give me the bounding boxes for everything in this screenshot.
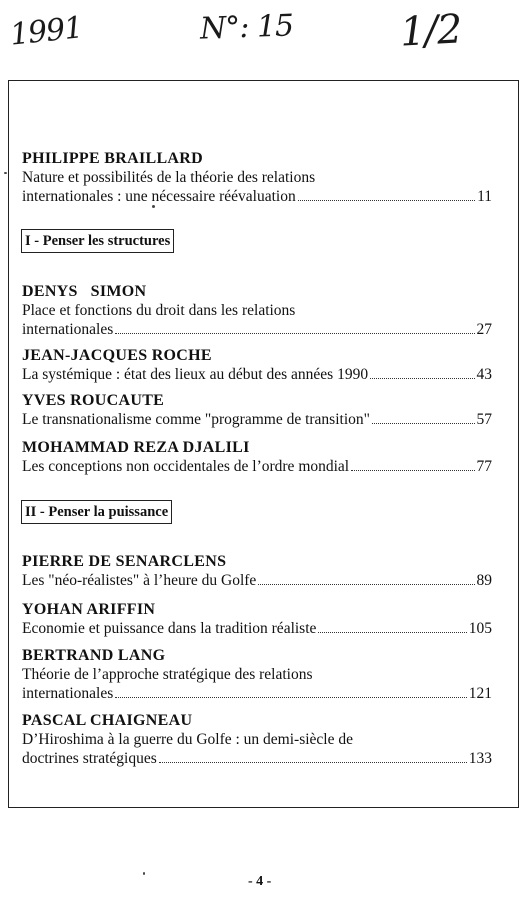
entry-page-number: 57 <box>476 411 492 428</box>
entry-title-line-with-page <box>22 684 492 703</box>
dot-leader <box>258 572 474 585</box>
entry-title-line-with-page <box>22 365 492 384</box>
table-of-contents-frame <box>8 80 519 808</box>
entry-page-number: 11 <box>477 188 492 205</box>
dot-leader <box>115 321 474 334</box>
entry-title-line-with-page <box>22 320 492 339</box>
entry-author: PASCAL CHAIGNEAU <box>22 712 193 729</box>
toc-entry-djalili <box>22 438 492 476</box>
entry-author: PHILIPPE BRAILLARD <box>22 150 203 167</box>
entry-title-text: internationales : une nécessaire réévaluation <box>22 188 296 205</box>
entry-title-line-with-page <box>22 410 492 429</box>
entry-title-line-with-page <box>22 619 492 638</box>
entry-author: JEAN-JACQUES ROCHE <box>22 347 212 364</box>
dot-leader <box>298 188 475 201</box>
page-number: - 4 - <box>248 874 272 889</box>
section-heading-puissance: II - Penser la puissance <box>21 500 172 524</box>
toc-entry-ariffin <box>22 600 492 638</box>
entry-page-number: 77 <box>476 458 492 475</box>
entry-author: PIERRE DE SENARCLENS <box>22 553 227 570</box>
entry-author: DENYS SIMON <box>22 283 147 300</box>
toc-entry-simon <box>22 282 492 339</box>
scan-speck <box>143 872 145 875</box>
entry-author: YVES ROUCAUTE <box>22 392 165 409</box>
toc-entry-senarclens <box>22 552 492 590</box>
entry-title-text: La systémique : état des lieux au début des années 1990 <box>22 366 369 383</box>
entry-page-number: 43 <box>476 366 492 383</box>
entry-title-line-with-page <box>22 749 492 768</box>
entry-title-line: D’Hiroshima à la guerre du Golfe : un demi-siècle de <box>22 731 353 748</box>
toc-entry-braillard <box>22 149 492 206</box>
handwritten-year: 1991 <box>8 10 84 53</box>
handwritten-issue-number: N°: 15 <box>199 8 294 47</box>
entry-title-text: internationales <box>22 321 114 338</box>
entry-title-text: Les "néo-réalistes" à l’heure du Golfe <box>22 572 257 589</box>
scan-speck <box>4 172 7 174</box>
entry-title-line: Place et fonctions du droit dans les relations <box>22 302 296 319</box>
section-heading-structures: I - Penser les structures <box>21 229 174 253</box>
entry-author: YOHAN ARIFFIN <box>22 601 156 618</box>
dot-leader <box>351 458 474 471</box>
dot-leader <box>318 620 466 633</box>
entry-title-line-with-page <box>22 571 492 590</box>
entry-title-text: doctrines stratégiques <box>22 750 157 767</box>
entry-title-line-with-page <box>22 187 492 206</box>
entry-author: MOHAMMAD REZA DJALILI <box>22 439 250 456</box>
entry-title-text: Economie et puissance dans la tradition réaliste <box>22 620 317 637</box>
entry-title-line-with-page <box>22 457 492 476</box>
entry-title-text: Le transnationalisme comme "programme de transition" <box>22 411 370 428</box>
entry-title-text: Les conceptions non occidentales de l’ordre mondial <box>22 458 350 475</box>
toc-entry-roucaute <box>22 391 492 429</box>
toc-entry-chaigneau <box>22 711 492 768</box>
dot-leader <box>159 750 467 763</box>
entry-title-text: internationales <box>22 685 114 702</box>
entry-author: BERTRAND LANG <box>22 647 166 664</box>
toc-entry-roche <box>22 346 492 384</box>
entry-page-number: 121 <box>468 685 492 702</box>
entry-title-line: Nature et possibilités de la théorie des relations <box>22 169 316 186</box>
entry-page-number: 133 <box>468 750 492 767</box>
dot-leader <box>115 685 467 698</box>
entry-title-line: Théorie de l’approche stratégique des relations <box>22 666 313 683</box>
handwritten-fraction: 1/2 <box>398 6 463 56</box>
entry-page-number: 27 <box>476 321 492 338</box>
dot-leader <box>372 411 475 424</box>
entry-page-number: 105 <box>468 620 492 637</box>
dot-leader <box>370 366 474 379</box>
toc-entry-lang <box>22 646 492 703</box>
scan-speck <box>152 205 155 208</box>
entry-page-number: 89 <box>476 572 492 589</box>
